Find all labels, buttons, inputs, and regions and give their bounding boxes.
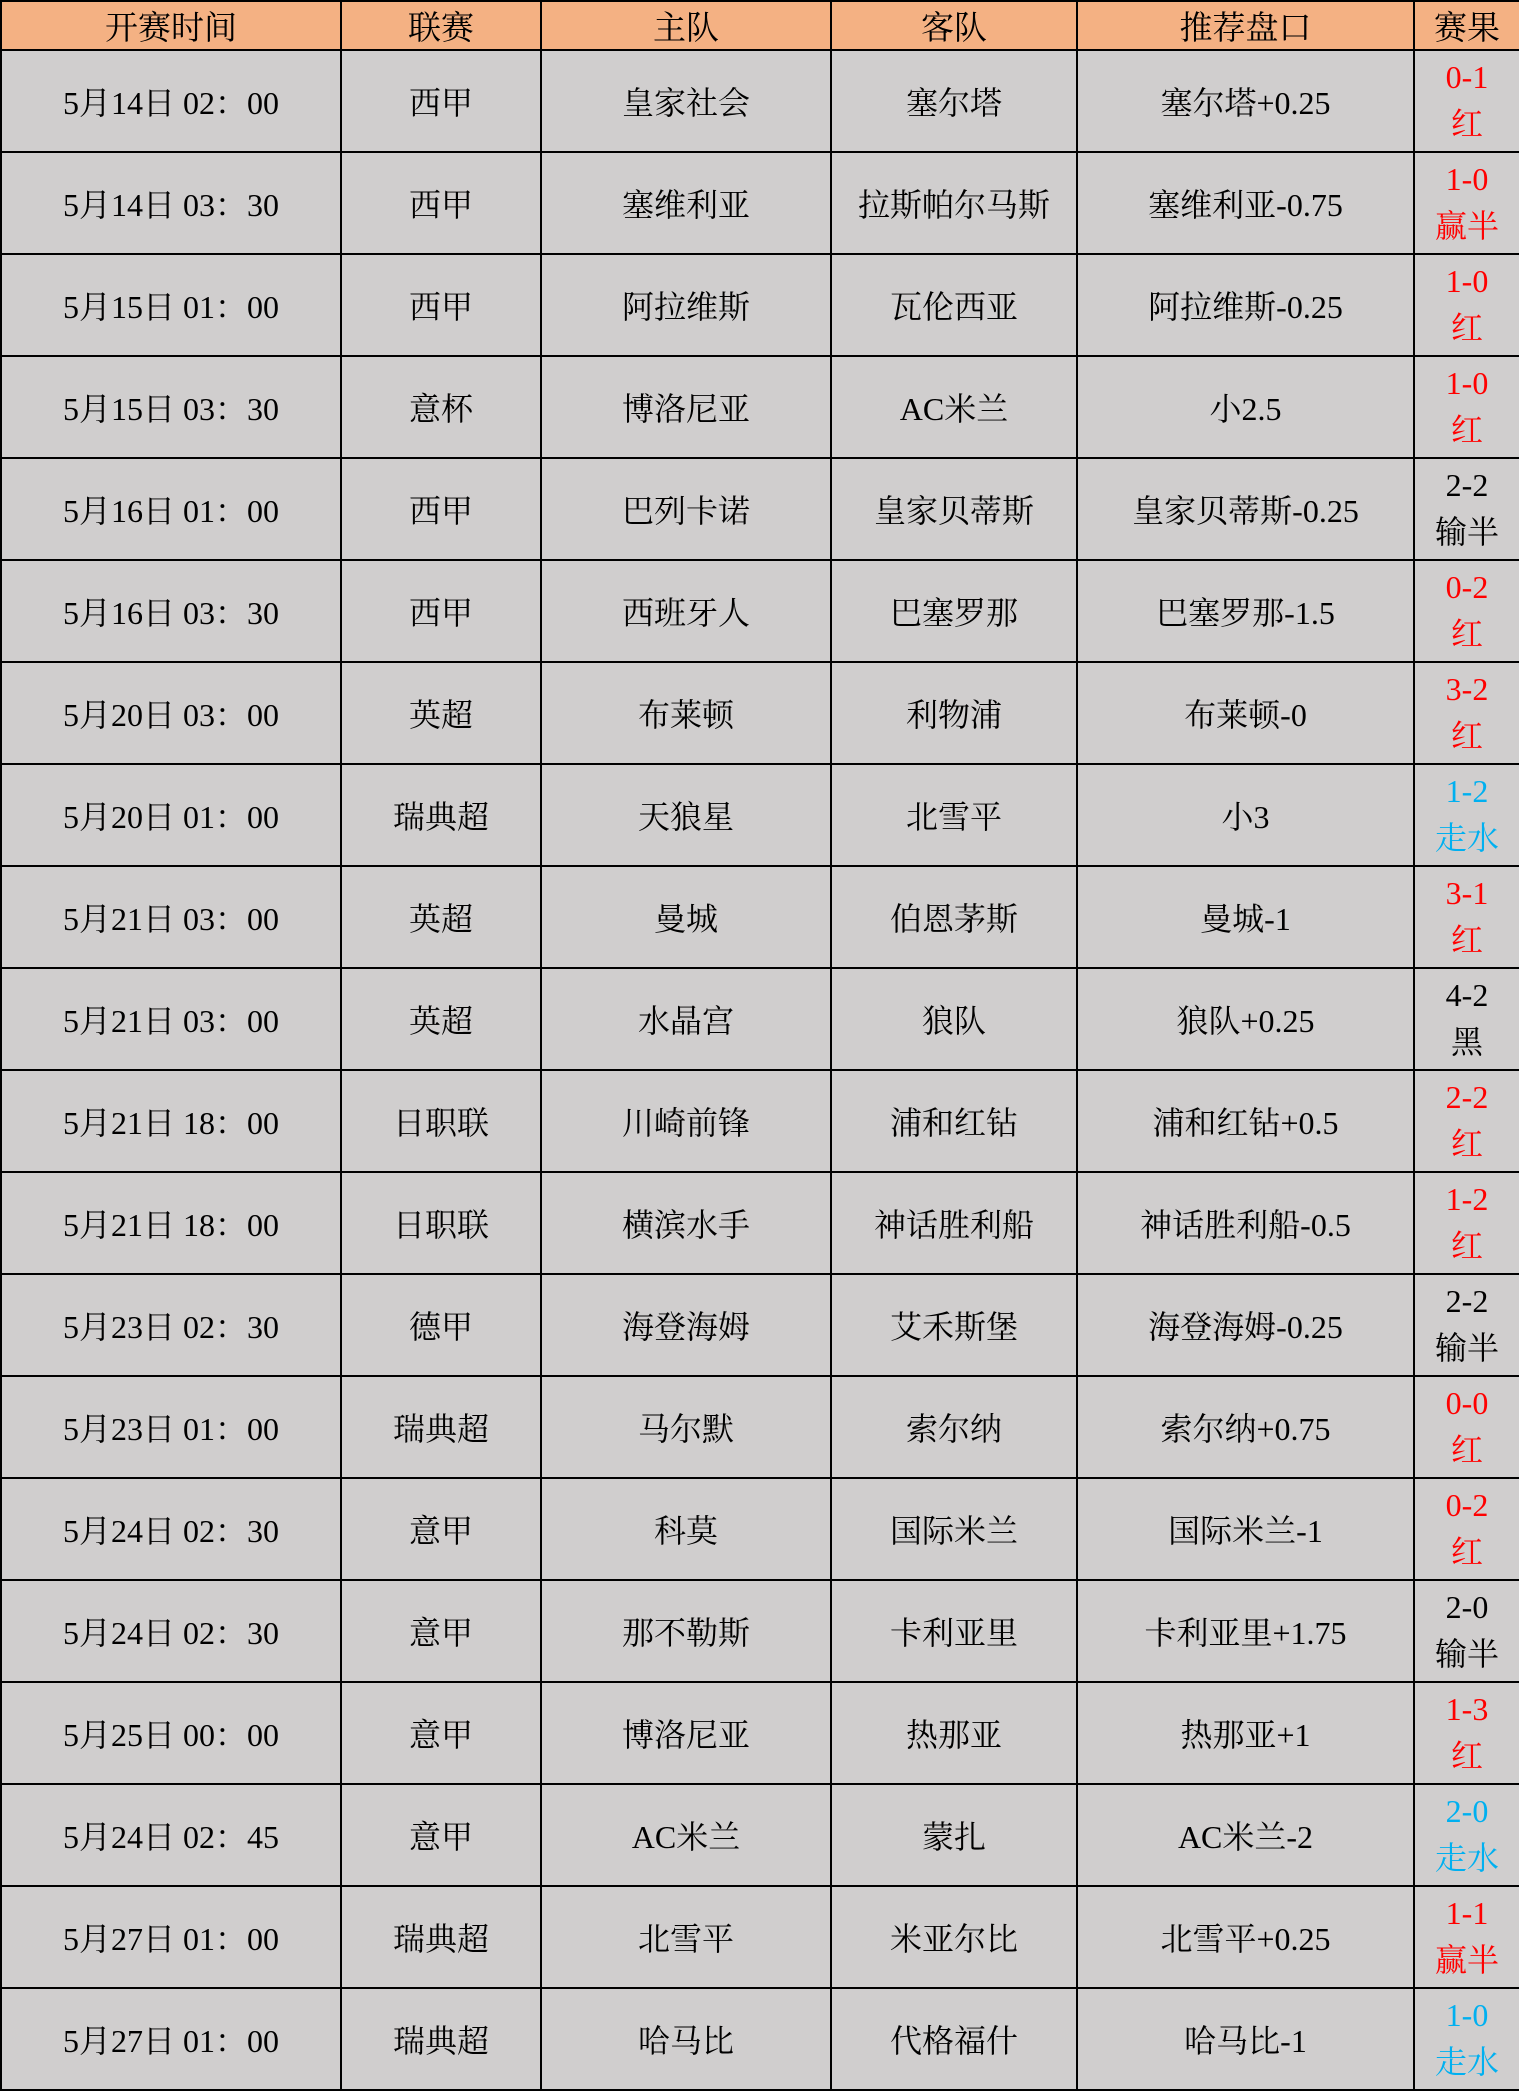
result-outcome: 红 [1450,412,1483,448]
cell-start-time: 5月16日 03：30 [1,560,341,662]
cell-handicap: AC米兰-2 [1077,1784,1414,1886]
cell-handicap: 北雪平+0.25 [1077,1886,1414,1988]
cell-home-team: 哈马比 [541,1988,831,2090]
match-row [1,1988,1519,2090]
match-row [1,866,1519,968]
cell-start-time: 5月24日 02：45 [1,1784,341,1886]
cell-home-team: 川崎前锋 [541,1070,831,1172]
cell-away-team: 浦和红钻 [831,1070,1077,1172]
cell-away-team: 国际米兰 [831,1478,1077,1580]
cell-start-time: 5月20日 01：00 [1,764,341,866]
match-row [1,560,1519,662]
result-outcome: 红 [1450,310,1483,346]
result-score: 4-2 [1445,977,1489,1013]
cell-start-time: 5月21日 18：00 [1,1172,341,1274]
cell-home-team: 横滨水手 [541,1172,831,1274]
result-score: 2-2 [1445,1283,1489,1319]
cell-home-team: 天狼星 [541,764,831,866]
match-row [1,1784,1519,1886]
cell-result [1414,50,1519,152]
result-outcome: 走水 [1434,2044,1499,2080]
cell-handicap: 热那亚+1 [1077,1682,1414,1784]
result-outcome: 走水 [1434,1840,1499,1876]
cell-home-team: 西班牙人 [541,560,831,662]
match-row [1,1172,1519,1274]
cell-league: 西甲 [341,458,541,560]
result-outcome: 输半 [1434,1636,1499,1672]
cell-start-time: 5月15日 03：30 [1,356,341,458]
cell-result [1414,152,1519,254]
result-score: 0-2 [1445,569,1489,605]
result-outcome: 走水 [1434,820,1499,856]
result-score: 1-1 [1445,1895,1489,1931]
cell-league: 西甲 [341,50,541,152]
cell-home-team: 科莫 [541,1478,831,1580]
match-row [1,1376,1519,1478]
result-score: 1-2 [1445,1181,1489,1217]
cell-home-team: 马尔默 [541,1376,831,1478]
result-score: 2-0 [1445,1793,1489,1829]
result-score: 2-2 [1445,1079,1489,1115]
result-score: 2-2 [1445,467,1489,503]
cell-away-team: 热那亚 [831,1682,1077,1784]
cell-league: 西甲 [341,152,541,254]
cell-away-team: 皇家贝蒂斯 [831,458,1077,560]
cell-result [1414,356,1519,458]
cell-away-team: 代格福什 [831,1988,1077,2090]
result-score: 1-0 [1445,1997,1489,2033]
table-body [1,50,1519,2090]
header-row [1,1,1519,50]
cell-handicap: 狼队+0.25 [1077,968,1414,1070]
col-header-league: 联赛 [341,1,541,50]
cell-home-team: 曼城 [541,866,831,968]
cell-handicap: 浦和红钻+0.5 [1077,1070,1414,1172]
cell-handicap: 索尔纳+0.75 [1077,1376,1414,1478]
cell-league: 意杯 [341,356,541,458]
cell-home-team: AC米兰 [541,1784,831,1886]
cell-away-team: AC米兰 [831,356,1077,458]
cell-result [1414,1376,1519,1478]
col-header-recommended-handicap: 推荐盘口 [1077,1,1414,50]
cell-result [1414,1274,1519,1376]
cell-home-team: 阿拉维斯 [541,254,831,356]
match-row [1,1070,1519,1172]
cell-start-time: 5月23日 02：30 [1,1274,341,1376]
result-score: 1-0 [1445,365,1489,401]
result-outcome: 红 [1450,922,1483,958]
match-row [1,662,1519,764]
cell-result [1414,1682,1519,1784]
cell-home-team: 那不勒斯 [541,1580,831,1682]
match-row [1,458,1519,560]
cell-start-time: 5月14日 02：00 [1,50,341,152]
cell-start-time: 5月14日 03：30 [1,152,341,254]
result-outcome: 输半 [1434,1330,1499,1366]
cell-handicap: 塞尔塔+0.25 [1077,50,1414,152]
cell-away-team: 北雪平 [831,764,1077,866]
cell-result [1414,1070,1519,1172]
match-row [1,1580,1519,1682]
col-header-away-team: 客队 [831,1,1077,50]
cell-away-team: 伯恩茅斯 [831,866,1077,968]
result-score: 3-2 [1445,671,1489,707]
cell-away-team: 卡利亚里 [831,1580,1077,1682]
cell-league: 西甲 [341,560,541,662]
cell-start-time: 5月21日 03：00 [1,866,341,968]
col-header-result: 赛果 [1414,1,1519,50]
match-row [1,1682,1519,1784]
result-outcome: 红 [1450,616,1483,652]
result-score: 1-2 [1445,773,1489,809]
cell-start-time: 5月27日 01：00 [1,1886,341,1988]
cell-result [1414,1172,1519,1274]
cell-handicap: 皇家贝蒂斯-0.25 [1077,458,1414,560]
cell-league: 瑞典超 [341,1988,541,2090]
cell-handicap: 小3 [1077,764,1414,866]
cell-result [1414,458,1519,560]
cell-home-team: 塞维利亚 [541,152,831,254]
cell-home-team: 布莱顿 [541,662,831,764]
cell-away-team: 巴塞罗那 [831,560,1077,662]
cell-league: 意甲 [341,1478,541,1580]
cell-away-team: 蒙扎 [831,1784,1077,1886]
cell-result [1414,1886,1519,1988]
cell-league: 瑞典超 [341,1376,541,1478]
cell-start-time: 5月16日 01：00 [1,458,341,560]
result-outcome: 赢半 [1434,208,1499,244]
cell-home-team: 皇家社会 [541,50,831,152]
cell-away-team: 利物浦 [831,662,1077,764]
cell-handicap: 小2.5 [1077,356,1414,458]
cell-home-team: 海登海姆 [541,1274,831,1376]
cell-handicap: 海登海姆-0.25 [1077,1274,1414,1376]
cell-away-team: 狼队 [831,968,1077,1070]
cell-result [1414,968,1519,1070]
cell-start-time: 5月21日 03：00 [1,968,341,1070]
match-row [1,50,1519,152]
cell-league: 日职联 [341,1172,541,1274]
cell-result [1414,1784,1519,1886]
cell-league: 意甲 [341,1682,541,1784]
cell-handicap: 神话胜利船-0.5 [1077,1172,1414,1274]
cell-away-team: 艾禾斯堡 [831,1274,1077,1376]
result-score: 0-2 [1445,1487,1489,1523]
match-row [1,1274,1519,1376]
cell-home-team: 博洛尼亚 [541,1682,831,1784]
cell-away-team: 拉斯帕尔马斯 [831,152,1077,254]
match-row [1,254,1519,356]
result-outcome: 红 [1450,1432,1483,1468]
cell-away-team: 瓦伦西亚 [831,254,1077,356]
match-row [1,968,1519,1070]
result-outcome: 黑 [1450,1024,1483,1060]
match-row [1,356,1519,458]
cell-league: 意甲 [341,1580,541,1682]
cell-result [1414,1478,1519,1580]
result-outcome: 红 [1450,1534,1483,1570]
cell-handicap: 曼城-1 [1077,866,1414,968]
col-header-start-time: 开赛时间 [1,1,341,50]
cell-home-team: 博洛尼亚 [541,356,831,458]
match-row [1,152,1519,254]
result-score: 0-0 [1445,1385,1489,1421]
cell-result [1414,254,1519,356]
cell-home-team: 水晶宫 [541,968,831,1070]
result-score: 2-0 [1445,1589,1489,1625]
cell-handicap: 阿拉维斯-0.25 [1077,254,1414,356]
cell-start-time: 5月21日 18：00 [1,1070,341,1172]
cell-start-time: 5月15日 01：00 [1,254,341,356]
cell-league: 瑞典超 [341,764,541,866]
cell-home-team: 巴列卡诺 [541,458,831,560]
match-row [1,1478,1519,1580]
cell-league: 西甲 [341,254,541,356]
cell-league: 英超 [341,968,541,1070]
cell-away-team: 米亚尔比 [831,1886,1077,1988]
cell-handicap: 卡利亚里+1.75 [1077,1580,1414,1682]
result-score: 0-1 [1445,59,1489,95]
cell-start-time: 5月24日 02：30 [1,1478,341,1580]
cell-result [1414,662,1519,764]
cell-handicap: 国际米兰-1 [1077,1478,1414,1580]
result-score: 1-0 [1445,263,1489,299]
cell-result [1414,1580,1519,1682]
cell-result [1414,764,1519,866]
cell-home-team: 北雪平 [541,1886,831,1988]
cell-start-time: 5月24日 02：30 [1,1580,341,1682]
result-score: 1-3 [1445,1691,1489,1727]
match-row [1,764,1519,866]
result-outcome: 输半 [1434,514,1499,550]
col-header-home-team: 主队 [541,1,831,50]
cell-handicap: 布莱顿-0 [1077,662,1414,764]
cell-league: 德甲 [341,1274,541,1376]
result-outcome: 红 [1450,718,1483,754]
cell-start-time: 5月23日 01：00 [1,1376,341,1478]
cell-start-time: 5月25日 00：00 [1,1682,341,1784]
cell-start-time: 5月27日 01：00 [1,1988,341,2090]
result-outcome: 赢半 [1434,1942,1499,1978]
cell-handicap: 哈马比-1 [1077,1988,1414,2090]
cell-start-time: 5月20日 03：00 [1,662,341,764]
cell-handicap: 塞维利亚-0.75 [1077,152,1414,254]
cell-away-team: 索尔纳 [831,1376,1077,1478]
cell-league: 瑞典超 [341,1886,541,1988]
result-score: 1-0 [1445,161,1489,197]
cell-league: 日职联 [341,1070,541,1172]
cell-away-team: 塞尔塔 [831,50,1077,152]
cell-result [1414,866,1519,968]
result-outcome: 红 [1450,1126,1483,1162]
cell-league: 英超 [341,662,541,764]
result-score: 3-1 [1445,875,1489,911]
result-outcome: 红 [1450,1228,1483,1264]
cell-handicap: 巴塞罗那-1.5 [1077,560,1414,662]
cell-result [1414,560,1519,662]
result-outcome: 红 [1450,1738,1483,1774]
result-outcome: 红 [1450,106,1483,142]
cell-result [1414,1988,1519,2090]
match-row [1,1886,1519,1988]
cell-league: 意甲 [341,1784,541,1886]
cell-away-team: 神话胜利船 [831,1172,1077,1274]
cell-league: 英超 [341,866,541,968]
